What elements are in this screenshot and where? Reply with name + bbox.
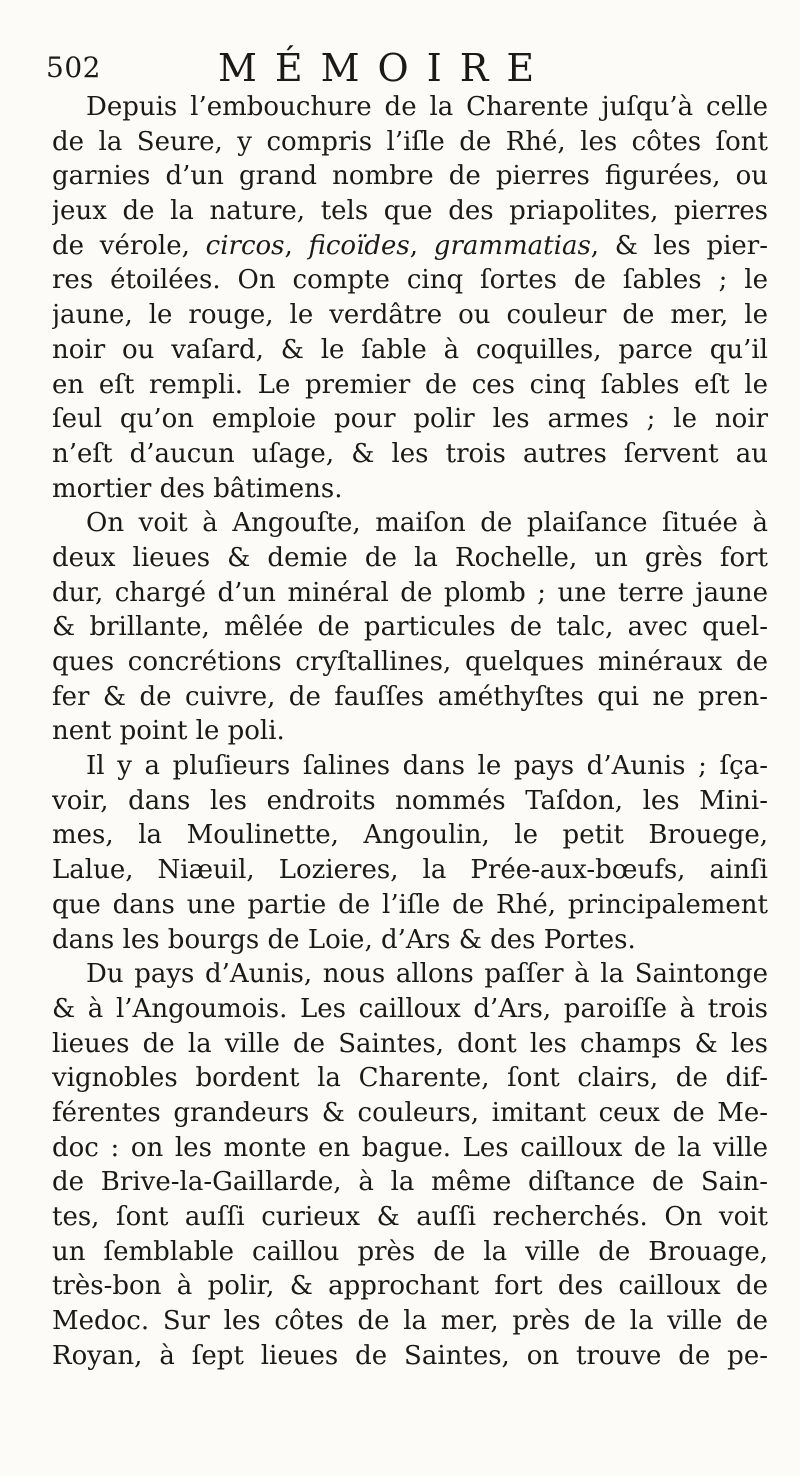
text-line: deux lieues & demie de la Rochelle, un grès fort [52,542,768,573]
page-number: 502 [46,51,101,84]
text-line: fer & de cuivre, de fauſſes améthyſtes qui ne pren- [52,681,768,712]
text-line: Du pays d’Aunis, nous allons paſſer à la Saintonge [86,959,768,990]
text-line: vignobles bordent la Charente, ſont clairs, de dif- [52,1063,768,1094]
text-line: noir ou vaſard, & le ſable à coquilles, parce qu’il [52,334,768,365]
text-line: un ſemblable caillou près de la ville de Brouage, [52,1236,768,1267]
text-line: de la Seure, y compris l’iſle de Rhé, les côtes ſont [52,126,768,157]
paragraph [52,957,768,1373]
text-line: jaune, le rouge, le verdâtre ou couleur de mer, le [52,300,768,331]
text-line: mes, la Moulinette, Angoulin, le petit Brouege, [52,820,768,851]
body-text [52,90,768,1373]
paragraph [52,506,768,749]
text-line: Royan, à ſept lieues de Saintes, on trouve de pe- [52,1340,768,1371]
text-line: que dans une partie de l’iſle de Rhé, principalement [52,889,768,920]
text-line: & à l’Angoumois. Les cailloux d’Ars, paroiſſe à trois [52,993,768,1024]
text-line: jeux de la nature, tels que des priapolites, pierres [52,196,768,227]
text-line: en eſt rempli. Le premier de ces cinq ſables eſt le [52,369,768,400]
text-line: Depuis l’embouchure de la Charente juſqu’à celle [86,92,768,122]
italic-term: circos [205,230,285,261]
italic-term: grammatias [433,230,591,261]
text-line: n’eſt d’aucun uſage, & les trois autres ſervent au [52,438,768,469]
text-line: ques concrétions cryſtallines, quelques minéraux de [52,647,768,677]
text-line: lieues de la ville de Saintes, dont les champs & les [52,1028,768,1059]
text-line: Lalue, Niæuil, Lozieres, la Prée-aux-bœufs, ainſi [52,855,768,886]
text-line: doc : on les monte en bague. Les cailloux de la ville [52,1132,768,1163]
text-line: Il y a pluſieurs ſalines dans le pays d’Aunis ; ſça- [86,751,768,782]
text-line: voir, dans les endroits nommés Taſdon, les Mini- [52,785,768,816]
text-line: très-bon à polir, & approchant fort des cailloux de [52,1271,768,1302]
text-line: ſeul qu’on emploie pour polir les armes ; le noir [52,404,768,435]
page-header [46,44,786,94]
text-line: dur, chargé d’un minéral de plomb ; une terre jaune [52,577,768,608]
text-line: Medoc. Sur les côtes de la mer, près de la ville de [52,1306,768,1337]
text-line: férentes grandeurs & couleurs, imitant ceux de Me- [52,1097,768,1128]
text-line: de vérole, circos, ficoïdes, grammatias, & les pier- [52,230,768,261]
text-line: & brillante, mêlée de particules de talc, avec quel- [52,612,768,643]
text-line: On voit à Angouſte, maiſon de plaiſance ſituée à [86,508,768,539]
text-line: mortier des bâtimens. [52,473,343,504]
text-line: res étoilées. On compte cinq ſortes de ſables ; le [52,265,768,296]
text-line: garnies d’un grand nombre de pierres figurées, ou [52,161,768,192]
text-line: de Brive-la-Gaillarde, à la même diſtance de Sain- [52,1167,768,1198]
text-line: nent point le poli. [52,716,285,747]
running-title: MÉMOIRE [218,46,553,90]
text-line: dans les bourgs de Loie, d’Ars & des Portes. [52,924,636,955]
italic-term: ficoïdes [308,230,410,261]
text-line: tes, ſont auſſi curieux & auſſi recherchés. On voit [52,1202,768,1232]
paragraph [52,749,768,957]
paragraph [52,90,768,506]
